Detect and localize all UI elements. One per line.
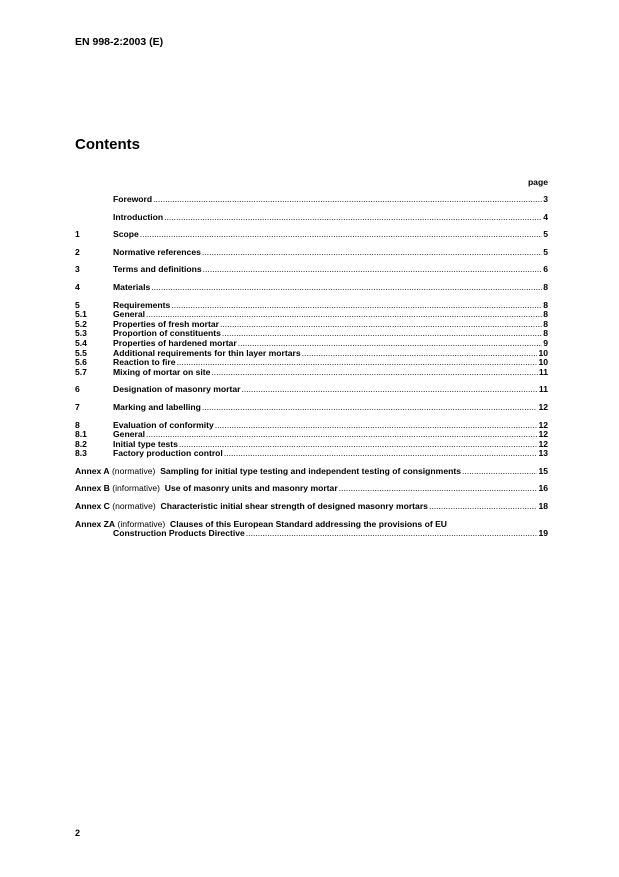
toc-entry-number: 8 — [75, 419, 80, 430]
toc-dot-leader — [146, 430, 537, 440]
annex-title-continuation: Construction Products Directive — [113, 528, 245, 539]
toc-entry-title: Properties of fresh mortar — [113, 318, 220, 329]
annex-title: Characteristic initial shear strength of designed masonry mortars — [160, 501, 428, 512]
toc-dot-leader — [339, 484, 538, 494]
toc-entry-number: 1 — [75, 229, 80, 240]
toc-entry-title: Materials — [113, 281, 151, 292]
toc-entry[interactable] — [75, 265, 548, 275]
toc-annex-entry[interactable] — [75, 502, 548, 512]
toc-entry-page: 15 — [538, 465, 548, 476]
annex-type: (normative) — [112, 501, 156, 512]
toc-entry-page: 18 — [538, 501, 548, 512]
toc-entry-title: Factory production control — [113, 448, 223, 459]
toc-entry-number: 5.1 — [75, 309, 87, 320]
toc-dot-leader — [462, 467, 537, 477]
toc-entry-title: Marking and labelling — [113, 401, 201, 412]
toc-entry-page: 16 — [538, 483, 548, 494]
toc-entry-page: 12 — [538, 419, 548, 430]
toc-entry-page: 3 — [543, 194, 548, 204]
annex-title: Clauses of this European Standard addressing the provisions of EU — [170, 518, 448, 529]
toc-dot-leader — [211, 368, 538, 378]
annex-label: Annex C — [75, 501, 110, 512]
toc-dot-leader — [164, 213, 542, 223]
toc-dot-leader — [242, 385, 538, 395]
toc-entry-title: Scope — [113, 229, 139, 240]
toc-entry-page: 11 — [538, 366, 548, 377]
toc-entry-title: Properties of hardened mortar — [113, 337, 237, 348]
toc-entry[interactable] — [75, 283, 548, 293]
toc-dot-leader — [203, 265, 543, 275]
toc-entry-number: 5.7 — [75, 366, 87, 377]
toc-entry-page: 13 — [538, 448, 548, 459]
toc-entry[interactable] — [75, 421, 548, 431]
annex-type: (informative) — [112, 483, 161, 494]
toc-entry[interactable] — [75, 248, 548, 258]
annex-label: Annex A — [75, 465, 110, 476]
toc-dot-leader — [202, 248, 542, 258]
toc-entry-number: 3 — [75, 264, 80, 275]
toc-entry-page: 8 — [543, 328, 548, 339]
toc-entry-title: Mixing of mortar on site — [113, 366, 211, 377]
toc-dot-leader — [220, 320, 542, 330]
toc-dot-leader — [202, 403, 538, 413]
toc-entry-page: 11 — [538, 384, 548, 395]
toc-entry-number: 5.4 — [75, 337, 87, 348]
toc-entry[interactable] — [75, 195, 548, 205]
toc-entry-number: 8.3 — [75, 448, 87, 459]
toc-dot-leader — [171, 301, 542, 311]
toc-dot-leader — [224, 449, 538, 459]
toc-entry-page: 10 — [538, 357, 548, 368]
toc-entry[interactable] — [75, 230, 548, 240]
toc-entry-number: 4 — [75, 281, 80, 292]
toc-entry-number: 5.5 — [75, 347, 87, 358]
toc-entry-page: 19 — [538, 528, 548, 539]
annex-label: Annex ZA — [75, 518, 116, 529]
toc-entry-number: 6 — [75, 384, 80, 395]
toc-entry[interactable] — [75, 368, 548, 378]
page-column-label: page — [527, 177, 548, 187]
table-of-contents — [75, 195, 548, 539]
toc-entry-page: 8 — [543, 299, 548, 310]
toc-entry-number: 2 — [75, 246, 80, 257]
toc-dot-leader — [151, 283, 542, 293]
toc-entry-page: 6 — [543, 264, 548, 275]
toc-entry-title: Foreword — [113, 194, 153, 204]
toc-entry-title: Evaluation of conformity — [113, 419, 214, 430]
toc-entry-number: 5.2 — [75, 318, 87, 329]
toc-dot-leader — [302, 349, 538, 359]
toc-entry-title: Designation of masonry mortar — [113, 384, 241, 395]
toc-entry-title: General — [113, 309, 146, 320]
toc-entry-title: General — [113, 429, 146, 440]
toc-annex-continuation[interactable] — [75, 529, 548, 539]
toc-entry[interactable] — [75, 301, 548, 311]
toc-entry[interactable] — [75, 403, 548, 413]
toc-dot-leader — [140, 230, 542, 240]
annex-title: Use of masonry units and masonry mortar — [164, 483, 338, 494]
toc-entry-title: Additional requirements for thin layer mortars — [113, 347, 301, 358]
toc-entry-page: 12 — [538, 438, 548, 449]
annex-type: (normative) — [111, 465, 156, 476]
toc-entry-page: 8 — [543, 309, 548, 320]
toc-entry-number: 8.1 — [75, 429, 87, 440]
annex-type: (informative) — [117, 518, 166, 529]
toc-entry-page: 9 — [543, 337, 548, 348]
toc-dot-leader — [246, 529, 538, 539]
page-number: 2 — [75, 828, 81, 838]
toc-entry-page: 10 — [538, 347, 548, 358]
toc-entry-title: Proportion of constituents — [113, 328, 221, 339]
toc-entry-number: 8.2 — [75, 438, 87, 449]
toc-entry-title: Reaction to fire — [113, 357, 176, 368]
toc-entry-number: 5.6 — [75, 357, 87, 368]
annex-title: Sampling for initial type testing and independent testing of consignments — [160, 465, 461, 476]
toc-dot-leader — [177, 358, 538, 368]
toc-entry-page: 8 — [543, 318, 548, 329]
toc-dot-leader — [153, 195, 542, 205]
toc-entry-title: Introduction — [113, 211, 164, 222]
toc-entry[interactable] — [75, 213, 548, 223]
toc-entry[interactable] — [75, 449, 548, 459]
toc-dot-leader — [222, 329, 542, 339]
toc-entry-number: 5 — [75, 299, 80, 310]
toc-entry[interactable] — [75, 385, 548, 395]
toc-entry-title: Requirements — [113, 299, 171, 310]
page-title: Contents — [75, 136, 140, 153]
toc-entry-page: 5 — [543, 246, 548, 257]
toc-dot-leader — [429, 502, 537, 512]
toc-entry-page: 8 — [543, 281, 548, 292]
toc-entry-page: 5 — [543, 229, 548, 240]
document-id: EN 998-2:2003 (E) — [75, 36, 164, 48]
toc-dot-leader — [179, 440, 537, 450]
toc-entry-title: Normative references — [113, 246, 201, 257]
toc-entry-title: Terms and definitions — [113, 264, 202, 275]
toc-annex-entry[interactable] — [75, 467, 548, 477]
toc-annex-entry[interactable] — [75, 484, 548, 494]
toc-entry-page: 4 — [543, 211, 548, 222]
toc-entry-page: 12 — [538, 401, 548, 412]
toc-dot-leader — [215, 421, 538, 431]
toc-entry-title: Initial type tests — [113, 438, 178, 449]
toc-entry-number: 7 — [75, 401, 80, 412]
toc-entry-page: 12 — [538, 429, 548, 440]
annex-label: Annex B — [75, 483, 110, 494]
toc-entry-number: 5.3 — [75, 328, 87, 339]
